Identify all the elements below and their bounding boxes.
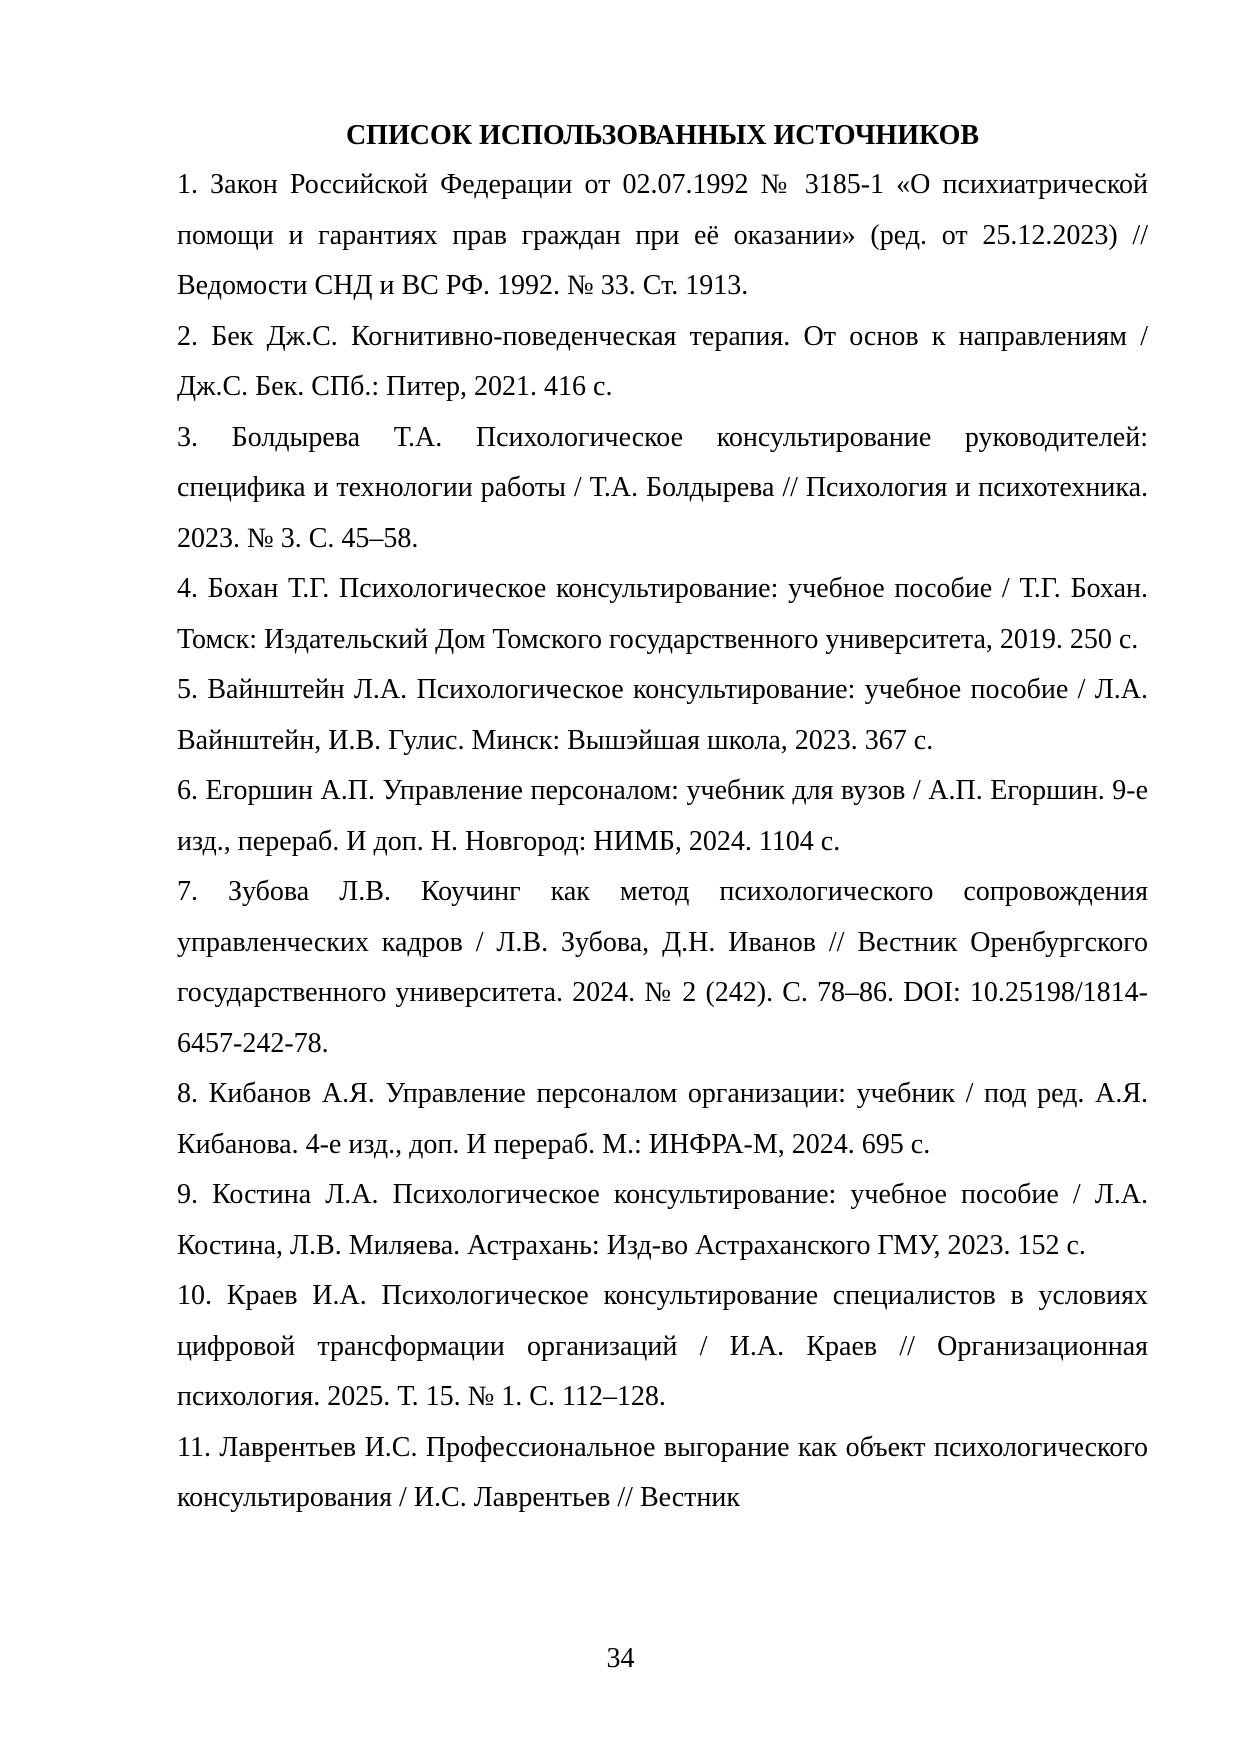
reference-item: 5. Вайнштейн Л.А. Психологическое консультирование: учебное пособие / Л.А. Вайнштейн, И.В. Гулис. Минск: Вышэйшая школа, 2023. 367 с. <box>177 674 1148 756</box>
reference-list <box>177 160 1148 1524</box>
reference-item: 1. Закон Российской Федерации от 02.07.1992 № 3185-1 «О психиатрической помощи и гарантиях прав граждан при её оказании» (ред. от 25.12.2023) // Ведомости СНД и ВС РФ. 1992. № 33. Ст. 1913. <box>177 169 1148 301</box>
reference-item: 11. Лаврентьев И.С. Профессиональное выгорание как объект психологического консультирования / И.С. Лаврентьев // Вестник <box>177 1431 1148 1513</box>
reference-item: 4. Бохан Т.Г. Психологическое консультирование: учебное пособие / Т.Г. Бохан. Томск: Издательский Дом Томского государственного университета, 2019. 250 с. <box>177 573 1148 655</box>
reference-item: 6. Егоршин А.П. Управление персоналом: учебник для вузов / А.П. Егоршин. 9-е изд., перераб. И доп. Н. Новгород: НИМБ, 2024. 1104 с. <box>177 775 1148 857</box>
page-content <box>177 112 1148 1524</box>
reference-item: 9. Костина Л.А. Психологическое консультирование: учебное пособие / Л.А. Костина, Л.В. Миляева. Астрахань: Изд-во Астраханского ГМУ, 2023. 152 с. <box>177 1179 1148 1261</box>
reference-item: 7. Зубова Л.В. Коучинг как метод психологического сопровождения управленческих кадров / Л.В. Зубова, Д.Н. Иванов // Вестник Оренбургского государственного университета. 2024. № 2 (242). С. 78–86. DOI: 10.25198/1814-6457-242-78. <box>177 876 1148 1059</box>
reference-item: 3. Болдырева Т.А. Психологическое консультирование руководителей: специфика и технологии работы / Т.А. Болдырева // Психология и психотехника. 2023. № 3. С. 45–58. <box>177 421 1148 554</box>
reference-item: 8. Кибанов А.Я. Управление персоналом организации: учебник / под ред. А.Я. Кибанова. 4-е изд., доп. И перераб. М.: ИНФРА-М, 2024. 695 с. <box>177 1078 1148 1160</box>
reference-item: 10. Краев И.А. Психологическое консультирование специалистов в условиях цифровой трансформации организаций / И.А. Краев // Организационная психология. 2025. Т. 15. № 1. С. 112–128. <box>177 1280 1148 1412</box>
page-title: СПИСОК ИСПОЛЬЗОВАННЫХ ИСТОЧНИКОВ <box>345 120 980 151</box>
page-number: 34 <box>606 1643 635 1674</box>
reference-item: 2. Бек Дж.С. Когнитивно-поведенческая терапия. От основ к направлениям / Дж.С. Бек. СПб.: Питер, 2021. 416 с. <box>177 320 1148 402</box>
